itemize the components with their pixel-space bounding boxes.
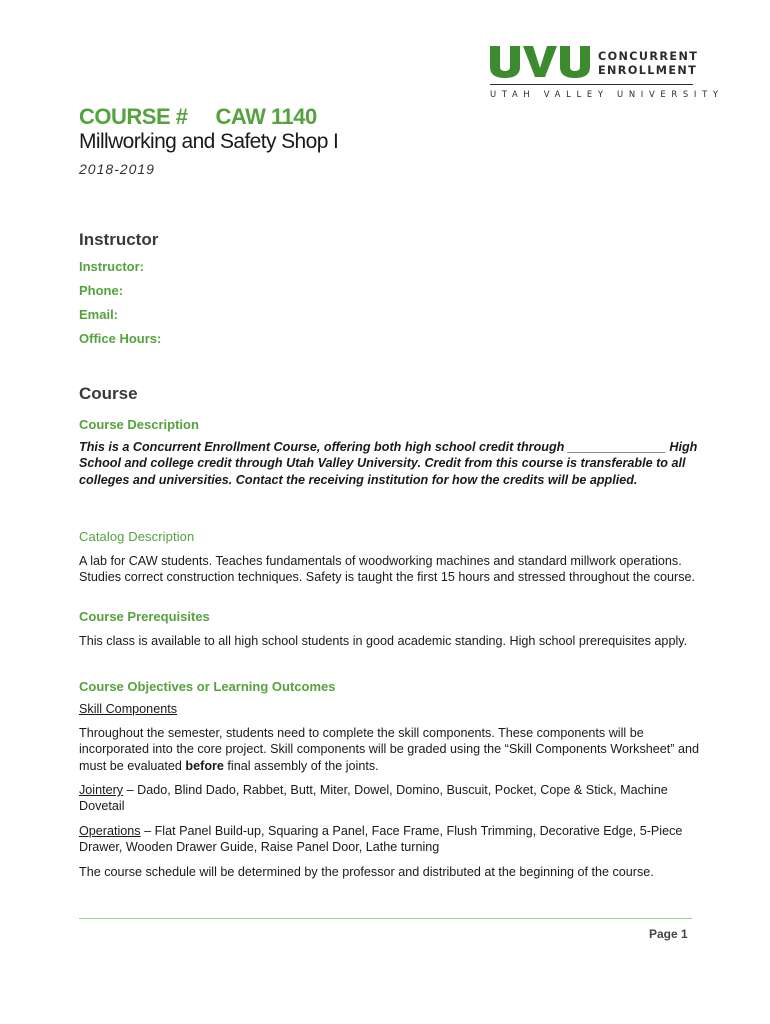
catalog-description-heading: Catalog Description <box>79 529 195 544</box>
objectives-heading: Course Objectives or Learning Outcomes <box>79 679 336 694</box>
course-description-text: This is a Concurrent Enrollment Course, offering both high school credit through ______________ High School and college credit through Utah Valley University. Credit from this course is transferable to all colleges and universities. Contact the receiving institution for how the credits will be applied. <box>79 440 698 487</box>
instructor-heading: Instructor <box>79 230 159 249</box>
schedule-text: The course schedule will be determined by the professor and distributed at the beginning of the course. <box>79 865 654 879</box>
jointery-text <box>79 782 699 815</box>
catalog-description-text: A lab for CAW students. Teaches fundamentals of woodworking machines and standard millwork operations. Studies correct construction techniques. Safety is taught the first 15 hours and stressed throughout the course. <box>79 554 696 585</box>
uvu-mark-graphic <box>490 44 594 80</box>
operations-text <box>79 823 699 856</box>
skill-text-part1: Throughout the semester, students need to complete the skill components. These components will be incorporated into the core project. Skill components will be graded using the “Skill Components Worksheet” and must be evaluated <box>79 726 699 773</box>
instructor-field: Instructor: <box>79 259 144 274</box>
logo-side-text <box>598 50 698 78</box>
phone-field: Phone: <box>79 283 124 298</box>
skill-components-heading: Skill Components <box>79 702 177 716</box>
page-number: Page 1 <box>649 927 688 941</box>
office-hours-field: Office Hours: <box>79 331 162 346</box>
logo-university: UTAH VALLEY UNIVERSITY <box>490 89 724 99</box>
jointery-label: Jointery <box>79 783 124 797</box>
course-number: COURSE # CAW 1140 <box>79 104 317 129</box>
operations-list: – Flat Panel Build-up, Squaring a Panel, Face Frame, Flush Trimming, Decorative Edge, 5-Piece Drawer, Wooden Drawer Guide, Raise Panel Door, Lathe turning <box>79 824 683 855</box>
skill-text-part2: final assembly of the joints. <box>223 758 379 773</box>
logo-enrollment: ENROLLMENT <box>598 64 698 77</box>
skill-text-bold: before <box>185 758 224 773</box>
uvu-logo <box>490 44 724 102</box>
prerequisites-heading: Course Prerequisites <box>79 609 210 624</box>
course-title: Millworking and Safety Shop I <box>79 130 339 153</box>
operations-label: Operations <box>79 824 141 838</box>
jointery-list: – Dado, Blind Dado, Rabbet, Butt, Miter, Dowel, Domino, Buscuit, Pocket, Cope & Stick, Machine Dovetail <box>79 783 668 814</box>
skill-components-text <box>79 725 699 774</box>
course-heading: Course <box>79 384 138 403</box>
footer-divider <box>79 918 692 919</box>
logo-divider <box>490 84 693 85</box>
email-field: Email: <box>79 307 119 322</box>
course-description-heading: Course Description <box>79 417 199 432</box>
prerequisites-text: This class is available to all high school students in good academic standing. High school prerequisites apply. <box>79 634 688 648</box>
academic-year: 2018-2019 <box>79 161 155 177</box>
logo-concurrent: CONCURRENT <box>598 50 699 63</box>
